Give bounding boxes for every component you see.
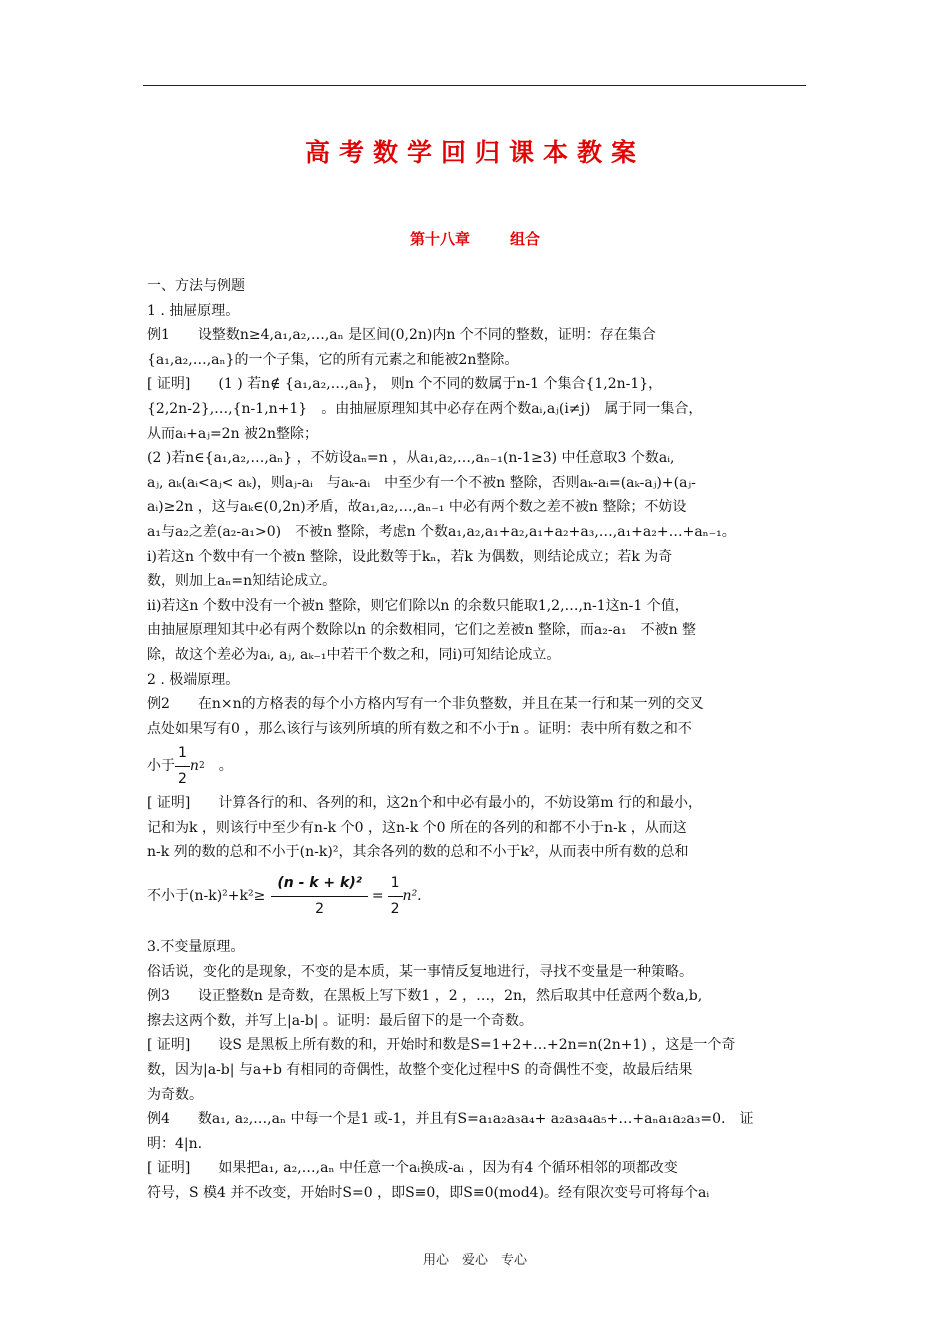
text-fragment: 小于 [147, 757, 175, 774]
text-line: n-k 列的数的总和不小于(n-k)²，其余各列的数的总和不小于k²，从而表中所有数的总和 [147, 844, 689, 861]
text-line: [ 证明] 设S 是黑板上所有数的和，开始时和数是S=1+2+…+2n=n(2n+1) ，这是一个奇 [147, 1037, 736, 1054]
subsection-heading: 2 . 极端原理。 [147, 671, 240, 688]
text-line: 从而aᵢ+aⱼ=2n 被2n整除； [147, 425, 318, 442]
text-line: (2 )若n∈{a₁,a₂,…,aₙ} ，不妨设aₙ=n ，从a₁,a₂,…,aₙ₋₁(n-1≥3) 中任意取3 个数aᵢ, [147, 450, 675, 467]
fraction-numerator: 1 [388, 871, 403, 897]
fraction [388, 871, 403, 921]
math-expression: n². [402, 887, 422, 904]
header-rule [143, 85, 806, 86]
text-line: 例2 在n×n的方格表的每个小方格内写有一个非负整数，并且在某一行和某一列的交叉 [147, 696, 704, 713]
fraction-numerator: 1 [175, 741, 190, 767]
text-line: 擦去这两个数，并写上|a-b| 。证明：最后留下的是一个奇数。 [147, 1012, 533, 1029]
fraction-denominator: 2 [315, 900, 325, 917]
subsection-heading: 1 . 抽屉原理。 [147, 302, 240, 319]
text-line: aᵢ)≥2n ，这与aₖ∈(0,2n)矛盾，故a₁,a₂,…,aₙ₋₁ 中必有两个数之差不被n 整除；不妨设 [147, 499, 687, 516]
text-line: aⱼ, aₖ(aᵢ<aⱼ< aₖ)，则aⱼ-aᵢ 与aₖ-aᵢ 中至少有一个不被n 整除，否则aₖ-aᵢ=(aₖ-aⱼ)+(aⱼ- [147, 474, 696, 491]
page-title: 高考数学回归课本教案 [304, 138, 645, 167]
fraction-denominator: 2 [390, 900, 400, 917]
fraction [271, 871, 368, 921]
text-line: {a₁,a₂,…,aₙ}的一个子集，它的所有元素之和能被2n整除。 [147, 351, 519, 368]
chapter-number: 第十八章 [409, 230, 470, 248]
text-line: 点处如果写有0 ，那么该行与该列所填的所有数之和不小于n 。证明：表中所有数之和不 [147, 720, 692, 737]
text-line: 数，因为|a-b| 与a+b 有相同的奇偶性，故整个变化过程中S 的奇偶性不变，故最后结果 [147, 1062, 693, 1079]
text-line: 例4 数a₁, a₂,…,aₙ 中每一个是1 或-1，并且有S=a₁a₂a₃a₄+ a₂a₃a₄a₅+…+aₙa₁a₂a₃=0. 证 [147, 1111, 754, 1128]
subsection-heading: 3.不变量原理。 [147, 939, 245, 956]
chapter-heading [0, 228, 950, 249]
page-footer: 用心 爱心 专心 [422, 1253, 527, 1268]
text-fragment: 不小于(n-k)²+k²≥ [147, 887, 266, 904]
text-line: 由抽屉原理知其中必有两个数除以n 的余数相同，它们之差被n 整除，而a₂-a₁ 不被n 整 [147, 622, 697, 639]
text-line: [ 证明] 如果把a₁, a₂,…,aₙ 中任意一个aᵢ换成-aᵢ ，因为有4 个循环相邻的项都改变 [147, 1160, 678, 1177]
fraction [175, 741, 190, 791]
text-line: 例3 设正整数n 是奇数，在黑板上写下数1 ，2 ，…，2n，然后取其中任意两个数a,b, [147, 988, 703, 1005]
text-line: 记和为k ，则该行中至少有n-k 个0 ，这n-k 个0 所在的各列的和都不小于n-k ，从而这 [147, 819, 687, 836]
formula-line [147, 865, 812, 927]
formula-line: 小于 $\frac{1}{2}$ n 2 。 [147, 741, 812, 791]
text-line: 俗话说，变化的是现象，不变的是本质，某一事情反复地进行，寻找不变量是一种策略。 [147, 963, 693, 980]
text-line: {2,2n-2},…,{n-1,n+1} 。由抽屉原理知其中必存在两个数aᵢ,aⱼ(i≠j) 属于同一集合， [147, 400, 703, 417]
text-line: [ 证明] 计算各行的和、各列的和，这2n个和中必有最小的，不妨设第m 行的和最小， [147, 795, 703, 812]
text-line: 符号，S 模4 并不改变，开始时S=0 ，即S≡0，即S≡0(mod4)。经有限次变号可将每个aᵢ [147, 1185, 710, 1201]
text-line: [ 证明] (1 ) 若n∉ {a₁,a₂,…,aₙ}， 则n 个不同的数属于n-1 个集合{1,2n-1}， [147, 376, 663, 393]
text-fragment: 。 [218, 757, 233, 774]
document-body [147, 274, 812, 1206]
fraction-denominator: 2 [178, 770, 187, 787]
text-line: a₁与a₂之差(a₂-a₁>0) 不被n 整除，考虑n 个数a₁,a₂,a₁+a₂,a₁+a₂+a₃,…,a₁+a₂+…+aₙ₋₁。 [147, 523, 736, 540]
fraction-numerator: (n - k + k)² [271, 871, 368, 897]
text-line: 为奇数。 [147, 1086, 203, 1103]
section-heading: 一、方法与例题 [147, 278, 245, 294]
equals-sign: = [371, 887, 384, 904]
chapter-name: 组合 [510, 230, 541, 248]
text-line: 除，故这个差必为aᵢ, aⱼ, aₖ₋₁中若干个数之和，同ⅰ)可知结论成立。 [147, 646, 561, 663]
text-line: 明：4|n. [147, 1135, 203, 1152]
text-line: ⅱ)若这n 个数中没有一个被n 整除，则它们除以n 的余数只能取1,2,…,n-1这n-1 个值， [147, 597, 689, 614]
text-line: 例1 设整数n≥4,a₁,a₂,…,aₙ 是区间(0,2n)内n 个不同的整数，证明：存在集合 [147, 327, 656, 344]
math-variable: n [189, 757, 199, 774]
text-line: ⅰ)若这n 个数中有一个被n 整除，设此数等于kₙ，若k 为偶数，则结论成立；若k 为奇 [147, 548, 673, 565]
text-line: 数，则加上aₙ=n知结论成立。 [147, 573, 337, 590]
